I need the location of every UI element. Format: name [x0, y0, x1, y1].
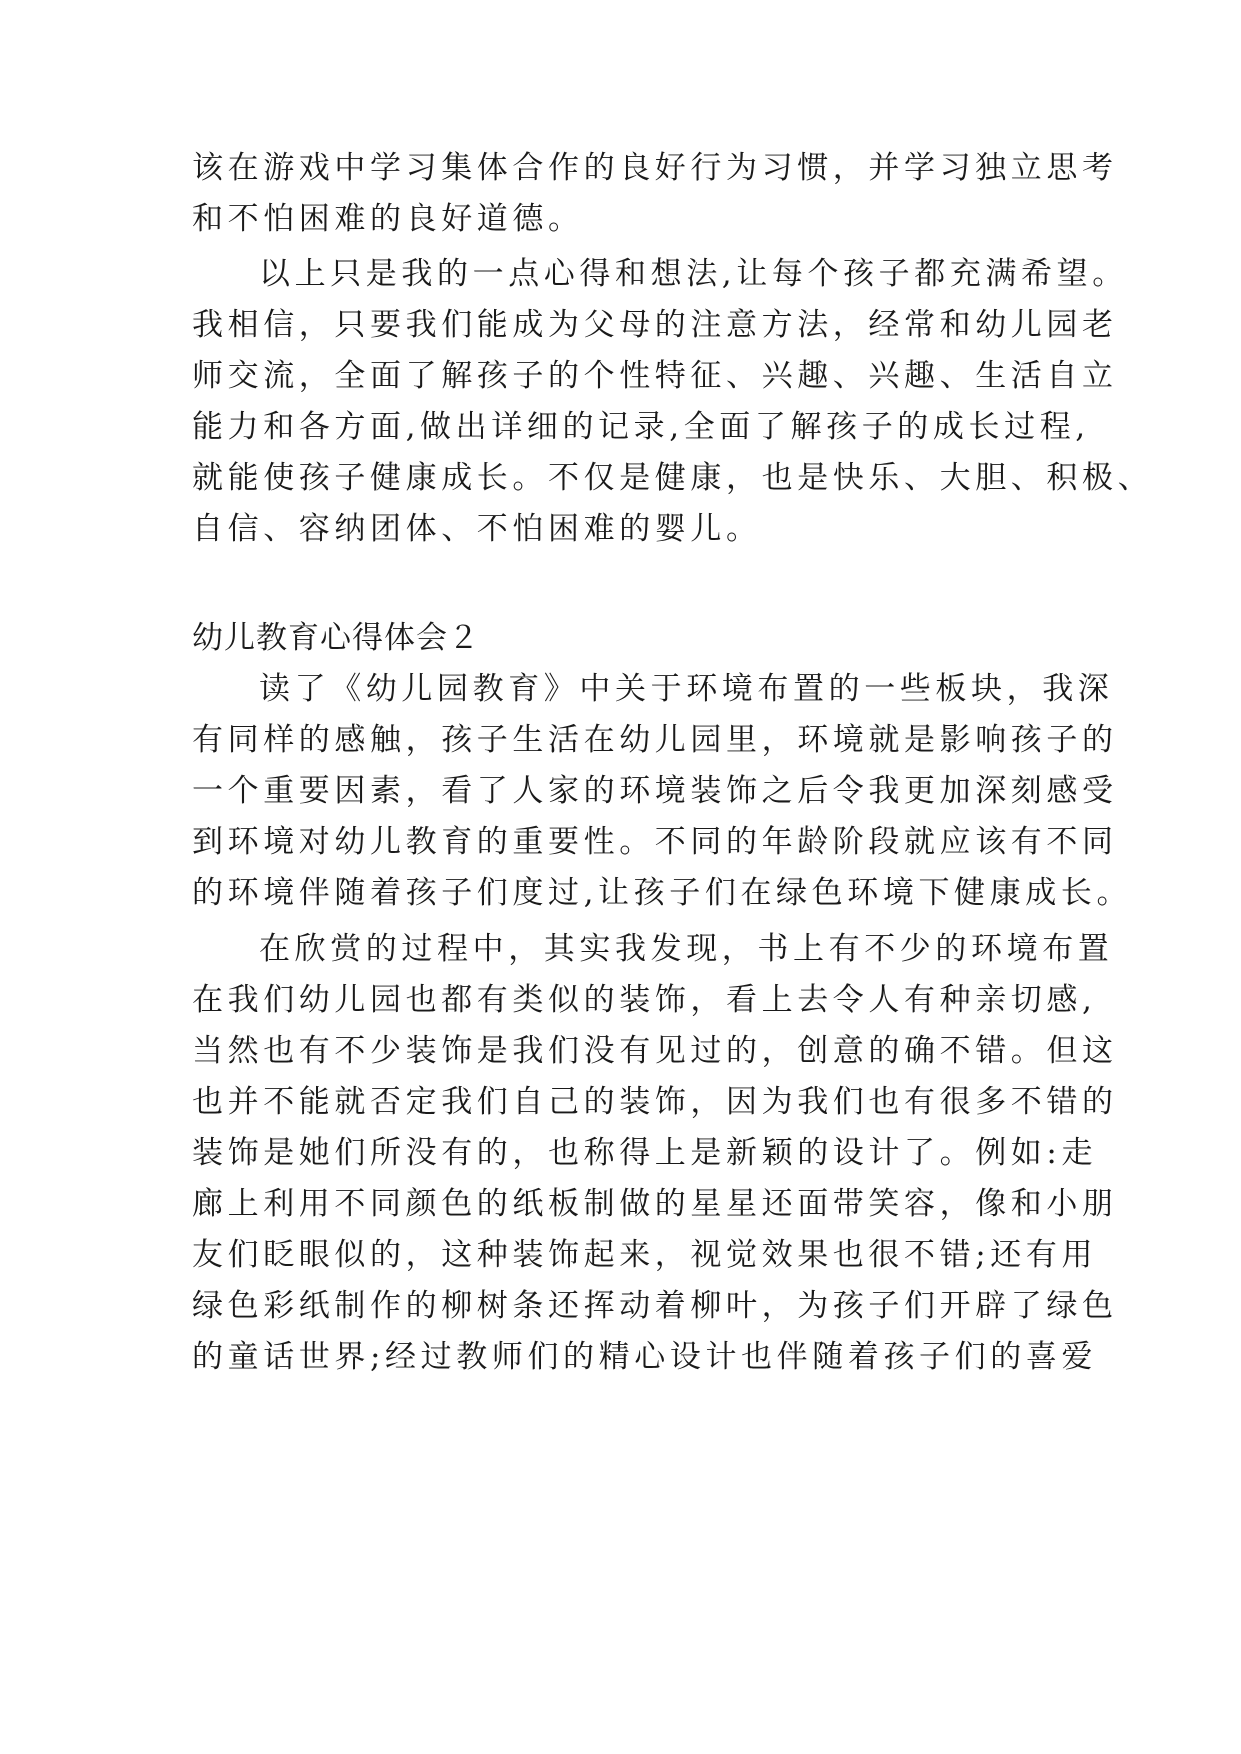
paragraph-line: 有同样的感触，孩子生活在幼儿园里，环境就是影响孩子的: [192, 722, 1118, 758]
paragraph-line: 能力和各方面,做出详细的记录,全面了解孩子的成长过程,: [192, 409, 1090, 445]
paragraph-line: 装饰是她们所没有的，也称得上是新颖的设计了。例如:走: [192, 1135, 1098, 1171]
paragraph-line: 以上只是我的一点心得和想法,让每个孩子都充满希望。: [259, 256, 1128, 292]
paragraph-line: 我相信，只要我们能成为父母的注意方法，经常和幼儿园老: [192, 307, 1118, 343]
paragraph-line: 读了《幼儿园教育》中关于环境布置的一些板块，我深: [259, 671, 1114, 707]
paragraph-line: 师交流，全面了解孩子的个性特征、兴趣、兴趣、生活自立: [192, 358, 1118, 394]
paragraph-line: 也并不能就否定我们自己的装饰，因为我们也有很多不错的: [192, 1084, 1118, 1120]
paragraph-line: 自信、容纳团体、不怕困难的婴儿。: [192, 511, 762, 547]
paragraph-line: 绿色彩纸制作的柳树条还挥动着柳叶，为孩子们开辟了绿色: [192, 1288, 1118, 1324]
section-title: 幼儿教育心得体会２: [192, 620, 480, 656]
paragraph-line: 友们眨眼似的，这种装饰起来，视觉效果也很不错;还有用: [192, 1237, 1098, 1273]
paragraph-line: 的童话世界;经过教师们的精心设计也伴随着孩子们的喜爱: [192, 1339, 1098, 1375]
paragraph-line: 廊上利用不同颜色的纸板制做的星星还面带笑容，像和小朋: [192, 1186, 1118, 1222]
paragraph-line: 当然也有不少装饰是我们没有见过的，创意的确不错。但这: [192, 1033, 1118, 1069]
paragraph-line: 在我们幼儿园也都有类似的装饰，看上去令人有种亲切感,: [192, 982, 1097, 1018]
paragraph-line: 就能使孩子健康成长。不仅是健康，也是快乐、大胆、积极、: [192, 460, 1154, 496]
paragraph-line: 到环境对幼儿教育的重要性。不同的年龄阶段就应该有不同: [192, 824, 1118, 860]
paragraph-line: 的环境伴随着孩子们度过,让孩子们在绿色环境下健康成长。: [192, 875, 1133, 911]
paragraph-line: 在欣赏的过程中，其实我发现，书上有不少的环境布置: [259, 931, 1114, 967]
paragraph-line: 该在游戏中学习集体合作的良好行为习惯，并学习独立思考: [192, 150, 1118, 186]
paragraph-line: 和不怕困难的良好道德。: [192, 201, 584, 237]
paragraph-line: 一个重要因素，看了人家的环境装饰之后令我更加深刻感受: [192, 773, 1118, 809]
